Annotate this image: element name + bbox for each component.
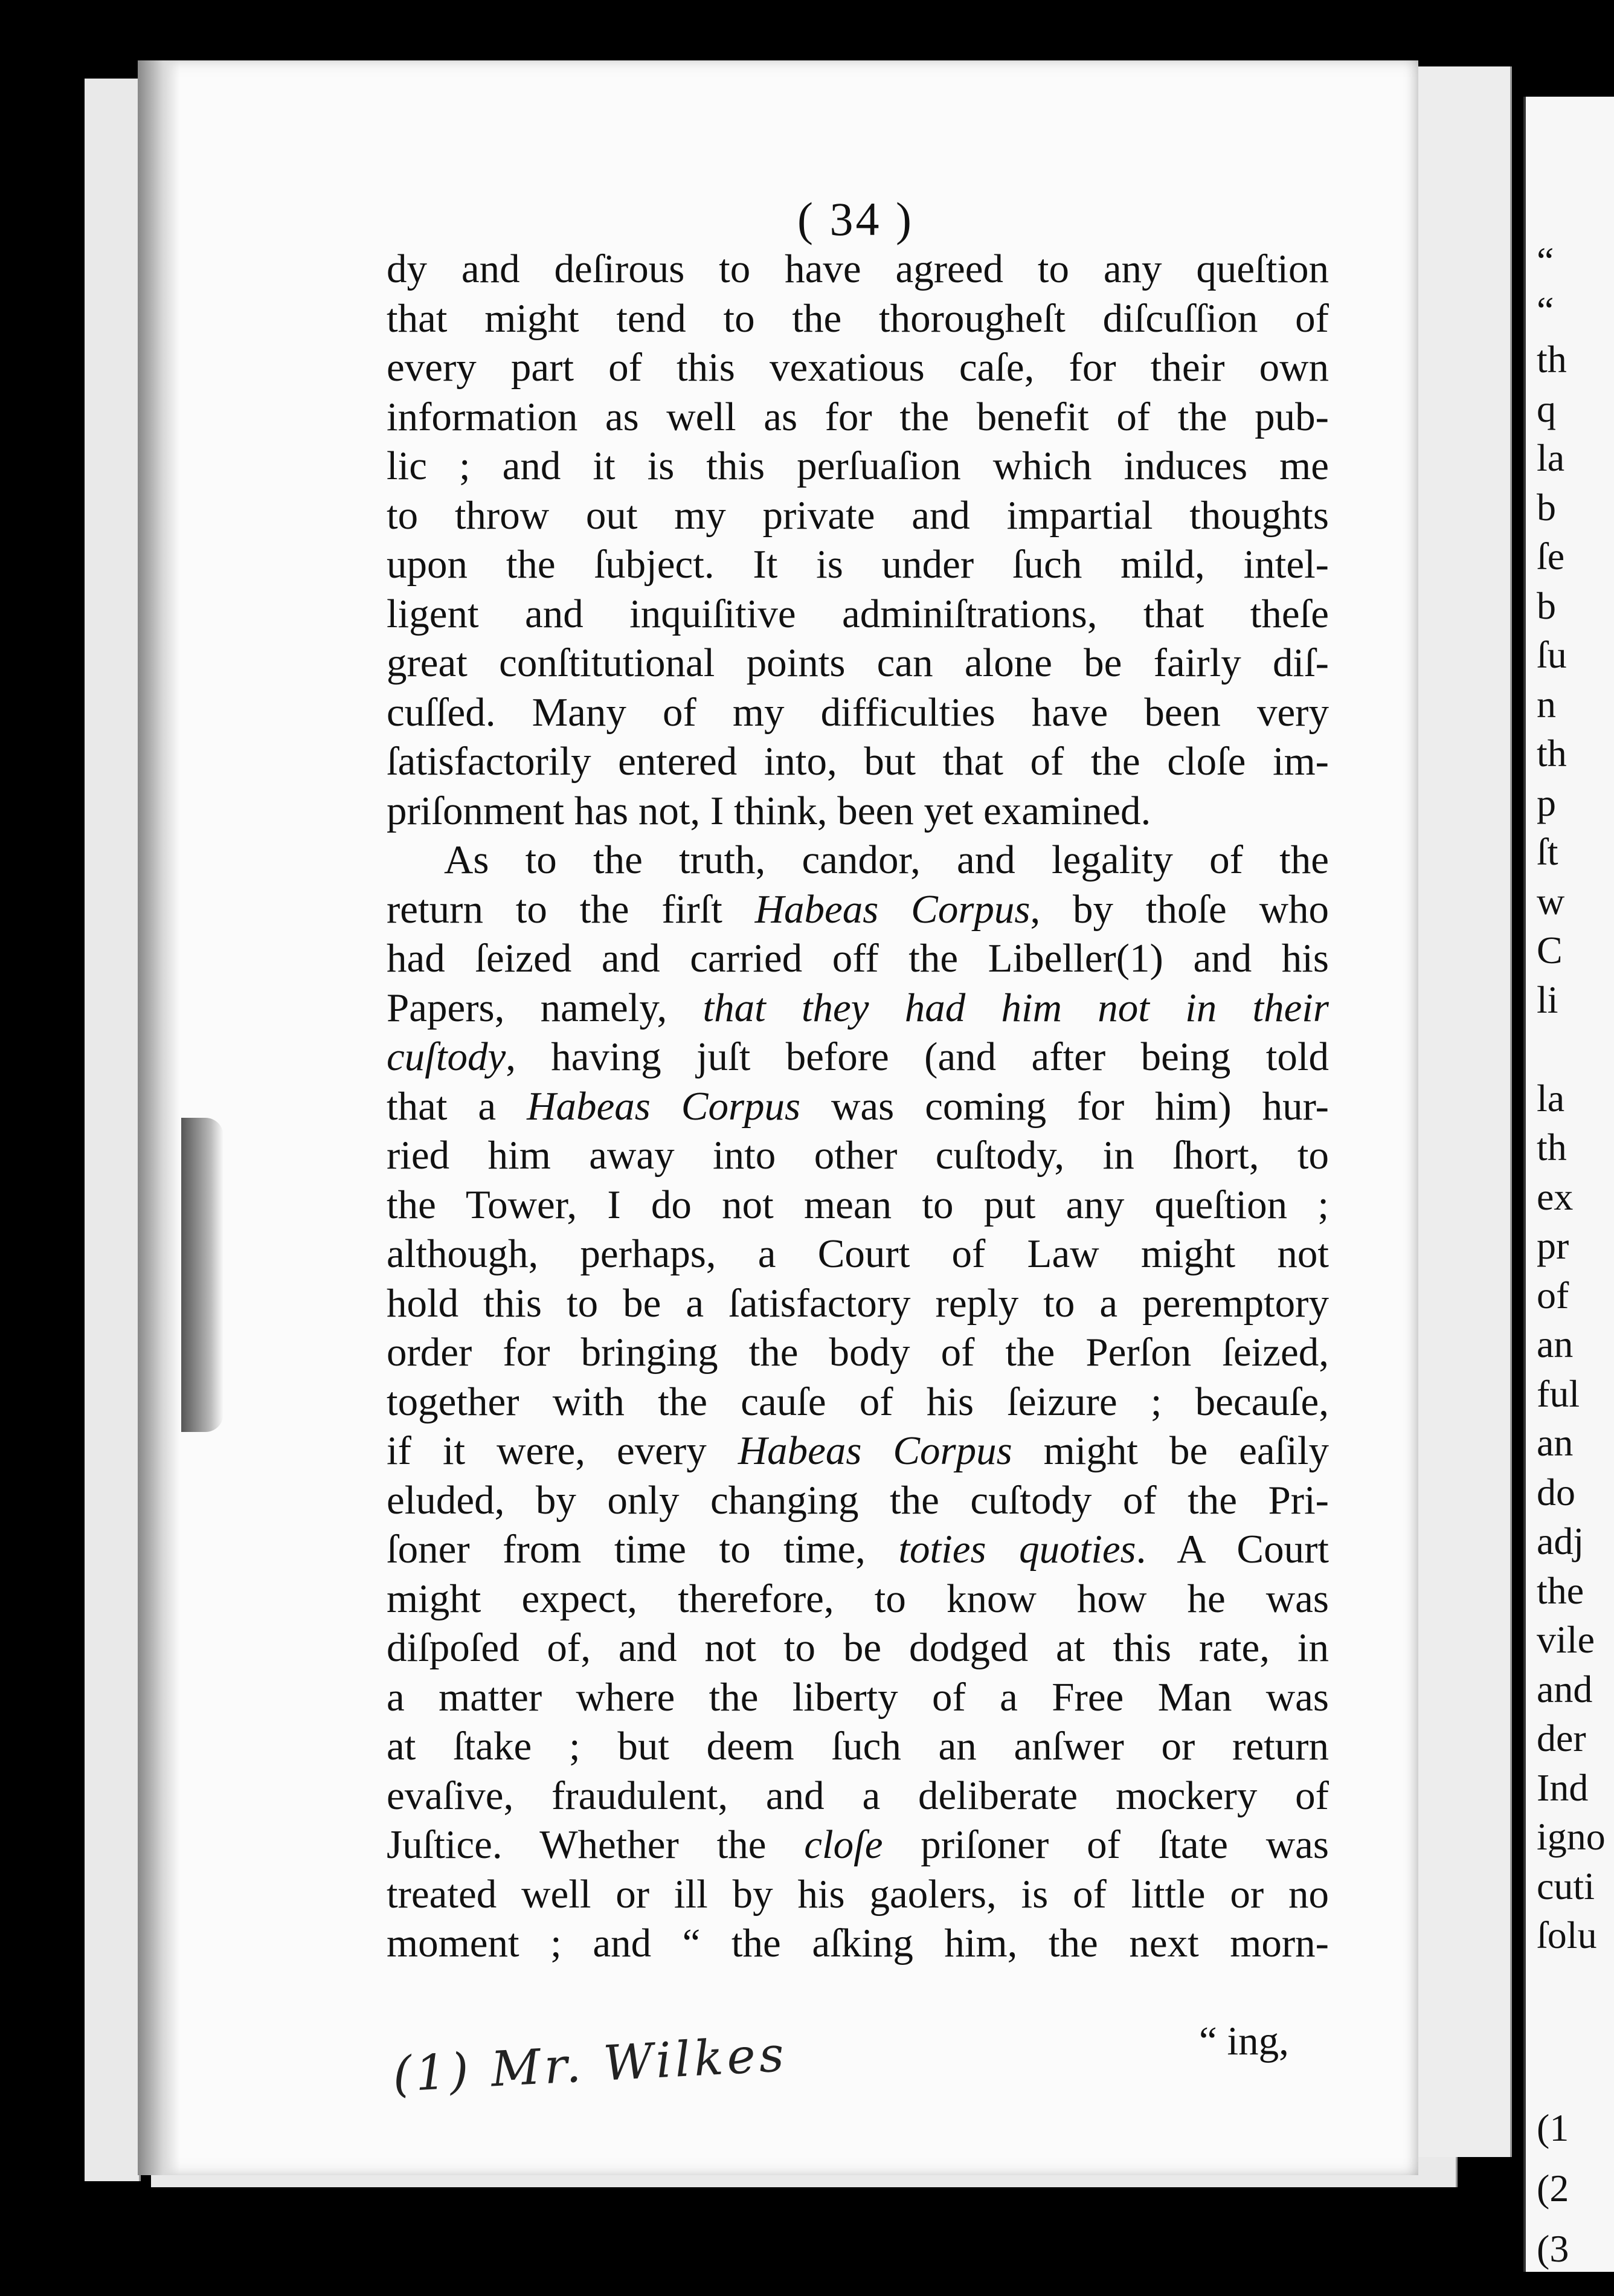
text-run: and his (1163, 936, 1329, 981)
adjacent-page-text: (3 (1537, 2227, 1569, 2270)
adjacent-page-text: ex (1537, 1175, 1574, 1218)
adjacent-page-text: an (1537, 1323, 1574, 1366)
adjacent-page-text: b (1537, 485, 1556, 529)
text-run: was coming for him) hur- (800, 1083, 1329, 1129)
adjacent-page-text: an (1537, 1421, 1574, 1464)
text-line (387, 639, 1329, 688)
text-line (387, 1328, 1329, 1378)
adjacent-page-text: la (1537, 1076, 1565, 1120)
text-run: Juſtice. Whether the (387, 1822, 805, 1867)
italic-text: cloſe (804, 1822, 883, 1867)
text-run: every part of this vexatious caſe, for their own (387, 345, 1329, 390)
text-run: together with the cauſe of his ſeizure ; becauſe, (387, 1379, 1329, 1424)
text-line (387, 1919, 1329, 1969)
italic-text: Habeas Corpus (527, 1083, 801, 1129)
text-line (387, 540, 1329, 590)
adjacent-page-text: la (1537, 436, 1565, 479)
text-line (387, 787, 1329, 836)
adjacent-page-text: “ (1537, 288, 1554, 332)
adjacent-page-text: “ (1537, 239, 1554, 282)
text-line (387, 1279, 1329, 1329)
text-run: great conſtitutional points can alone be fairly diſ- (387, 640, 1329, 685)
text-line (387, 1772, 1329, 1821)
text-line (387, 885, 1329, 935)
text-line (387, 688, 1329, 738)
text-line (387, 294, 1329, 344)
text-run: dy and deſirous to have agreed to any queſtion (387, 247, 1329, 291)
text-run: that a (387, 1083, 527, 1129)
adjacent-page-text: th (1537, 732, 1567, 775)
text-run: that might tend to the thorougheſt diſcuſſion of (387, 295, 1329, 341)
adjacent-page-text: li (1537, 978, 1558, 1021)
adjacent-page-text: and (1537, 1667, 1593, 1711)
text-line (387, 442, 1329, 491)
text-line (387, 1575, 1329, 1624)
text-run: evaſive, fraudulent, and a deliberate mockery of (387, 1773, 1329, 1818)
text-run: might be eaſily (1012, 1428, 1329, 1473)
text-run: lic ; and it is this perſuaſion which induces me (387, 443, 1329, 488)
text-run: a matter where the liberty of a Free Man was (387, 1674, 1329, 1720)
text-line (387, 245, 1329, 294)
text-run: might expect, therefore, to know how he was (387, 1576, 1329, 1621)
text-run: , having juſt before (and after being told (506, 1034, 1329, 1079)
text-run: information as well as for the benefit of the pub- (387, 394, 1329, 439)
adjacent-page-text: w (1537, 879, 1565, 923)
text-run: hold this to be a ſatisfactory reply to a peremptory (387, 1280, 1329, 1326)
page-edge-shadow (181, 1118, 223, 1432)
adjacent-page-text: (1 (1537, 2106, 1569, 2149)
text-line (387, 1230, 1329, 1279)
text-run: As to the truth, candor, and legality of the (444, 837, 1329, 882)
page-stack-edge (85, 79, 141, 2181)
text-run: diſpoſed of, and not to be dodged at this rate, in (387, 1625, 1329, 1670)
adjacent-page-text: cuti (1537, 1864, 1595, 1907)
italic-text: Habeas Corpus (738, 1428, 1012, 1473)
text-run: at ſtake ; but deem ſuch an anſwer or return (387, 1724, 1329, 1769)
text-line (387, 491, 1329, 541)
text-run: upon the ſubject. It is under ſuch mild, intel- (387, 542, 1329, 587)
text-line (387, 1624, 1329, 1673)
adjacent-page-text: b (1537, 584, 1556, 627)
adjacent-page-text: Ind (1537, 1766, 1589, 1809)
handwritten-footnote: (1) Mr. Wilkes (391, 2025, 789, 2103)
text-line (387, 1131, 1329, 1181)
text-line (387, 1525, 1329, 1575)
adjacent-page-text: C (1537, 929, 1563, 972)
text-line (387, 1378, 1329, 1427)
adjacent-page-text: do (1537, 1470, 1575, 1514)
text-line (387, 393, 1329, 442)
adjacent-page-text: (2 (1537, 2167, 1569, 2210)
text-line (387, 1082, 1329, 1132)
text-line (387, 984, 1329, 1033)
text-line (387, 737, 1329, 787)
text-line (387, 1722, 1329, 1772)
text-run: moment ; and “ the aſking him, the next morn- (387, 1921, 1329, 1965)
adjacent-page-text: ſolu (1537, 1914, 1597, 1956)
text-line (387, 1033, 1329, 1082)
adjacent-page-text: ſe (1537, 535, 1565, 578)
text-run: eluded, by only changing the cuſtody of the Pri- (387, 1477, 1329, 1523)
gutter-shadow (138, 60, 180, 2175)
page-number: ( 34 ) (797, 193, 914, 245)
adjacent-page-text: th (1537, 338, 1567, 381)
text-line (387, 1427, 1329, 1476)
italic-text: toties quoties (898, 1527, 1136, 1572)
text-run: although, perhaps, a Court of Law might not (387, 1231, 1329, 1276)
text-run: cuſſed. Many of my difficulties have been very (387, 689, 1329, 735)
text-run: if it were, every (387, 1428, 738, 1473)
text-line (387, 1181, 1329, 1230)
text-run: the Tower, I do not mean to put any queſtion ; (387, 1182, 1329, 1227)
body-text (387, 245, 1329, 1969)
text-run: . A Court (1136, 1527, 1329, 1572)
text-line (387, 1476, 1329, 1526)
italic-text: that they had him not in their (703, 985, 1329, 1030)
text-run: treated well or ill by his gaolers, is of little or no (387, 1871, 1329, 1917)
adjacent-page-text: ſt (1537, 830, 1558, 873)
page-stack-edge-right (1413, 66, 1512, 2157)
adjacent-page-text: n (1537, 682, 1556, 726)
italic-text: cuſtody (387, 1034, 506, 1079)
text-line (387, 590, 1329, 639)
text-run: (1) (1116, 936, 1163, 981)
adjacent-page-text: igno (1537, 1815, 1606, 1858)
text-line (387, 934, 1329, 984)
adjacent-page-text: pr (1537, 1224, 1569, 1267)
text-run: ligent and inquiſitive adminiſtrations, that theſe (387, 591, 1329, 636)
text-run: ſoner from time to time, (387, 1527, 899, 1572)
text-run: priſoner of ſtate was (883, 1822, 1329, 1867)
text-line (387, 1673, 1329, 1723)
adjacent-page-text: adj (1537, 1520, 1584, 1562)
adjacent-page-fragment (1523, 97, 1614, 2272)
text-line (387, 1820, 1329, 1870)
text-run: had ſeized and carried off the Libeller (387, 936, 1116, 981)
adjacent-page-text: th (1537, 1126, 1567, 1169)
text-line (387, 1870, 1329, 1920)
text-line (387, 343, 1329, 393)
adjacent-page-text: the (1537, 1569, 1584, 1612)
adjacent-page-text: ful (1537, 1372, 1580, 1415)
text-run: , by thoſe who (1030, 886, 1329, 932)
adjacent-page-text: ſu (1537, 633, 1567, 676)
text-run: return to the firſt (387, 886, 755, 932)
text-run: ſatisfactorily entered into, but that of the cloſe im- (387, 739, 1329, 784)
catchword: “ ing, (1199, 2019, 1289, 2063)
adjacent-page-text: p (1537, 781, 1556, 824)
text-run: order for bringing the body of the Perſon ſeized, (387, 1330, 1329, 1375)
adjacent-page-text: q (1537, 387, 1556, 430)
adjacent-page-text: der (1537, 1717, 1586, 1759)
text-run: ried him away into other cuſtody, in ſhort, to (387, 1133, 1329, 1178)
text-run: priſonment has not, I think, been yet examined. (387, 788, 1151, 833)
text-run: to throw out my private and impartial thoughts (387, 492, 1329, 538)
text-run: Papers, namely, (387, 985, 703, 1030)
text-line (387, 836, 1329, 885)
adjacent-page-text: vile (1537, 1618, 1595, 1661)
italic-text: Habeas Corpus (754, 886, 1030, 932)
adjacent-page-text: of (1537, 1273, 1569, 1317)
